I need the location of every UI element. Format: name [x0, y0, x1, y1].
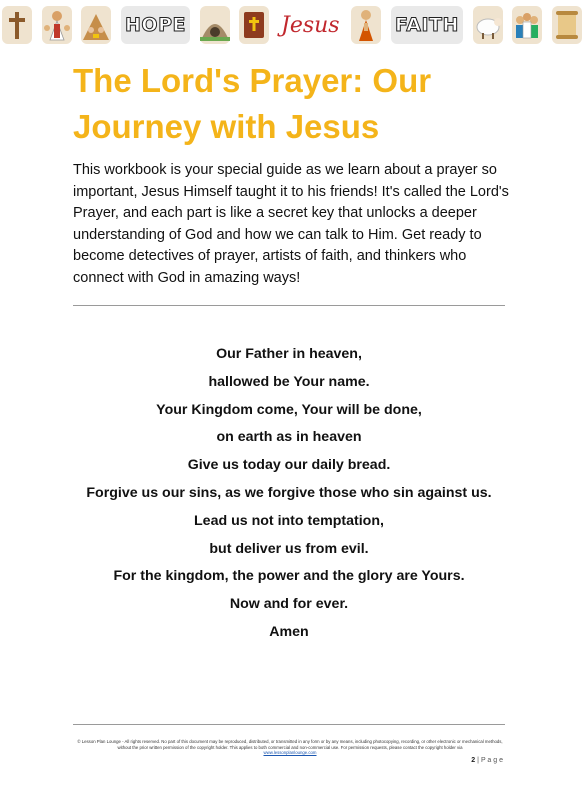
prayer-line: on earth as in heaven — [216, 429, 362, 446]
nativity-icon — [81, 6, 111, 44]
lamb-icon — [473, 6, 503, 44]
jesus-children-icon — [42, 6, 72, 44]
copyright-notice — [75, 739, 505, 756]
header-banner — [2, 4, 582, 46]
disciples-icon — [512, 6, 542, 44]
page-title: The Lord's Prayer: Our Journey with Jesus — [73, 62, 432, 145]
page-number-value: 2 — [471, 757, 476, 764]
prayer-line: Now and for ever. — [229, 596, 349, 613]
page-word: P a g e — [480, 757, 503, 764]
copyright-text: © Lesson Plan Lounge - All rights reserved. No part of this document may be reproduced, distributed, or transmitted in any form or by any means, including photocopying, recording, or other electronic or mechanical methods, without the prior written permission of the copyright holder. This applies to both commercial and non-commercial use. For permission requests, please contact the copyright holder via — [77, 739, 503, 750]
prayer-line: hallowed be Your name. — [208, 373, 370, 390]
page-number-separator: | — [477, 757, 479, 764]
prayer-line: For the kingdom, the power and the glory are Yours. — [113, 568, 465, 585]
section-divider — [73, 305, 505, 306]
scroll-icon — [552, 6, 582, 44]
page-number — [471, 757, 503, 764]
bible-icon — [239, 6, 269, 44]
praying-icon — [351, 6, 381, 44]
hope-word-art: HOPE — [121, 6, 190, 44]
prayer-line: Forgive us our sins, as we forgive those who sin against us. — [86, 484, 492, 501]
intro-paragraph: This workbook is your special guide as we learn about a prayer so important, Jesus Himself taught it to his friends! It's called the Lord's Prayer, and each part is like a secret key that unlocks a deeper understanding of God and how we can talk to Him. Get ready to become detectives of prayer, artists of faith, and thinkers who connect with God in amazing ways! — [73, 162, 509, 286]
tomb-icon — [200, 6, 230, 44]
faith-word-art: FAITH — [391, 6, 463, 44]
prayer-line: Lead us not into temptation, — [194, 512, 384, 529]
prayer-line: but deliver us from evil. — [209, 540, 369, 557]
prayer-line: Our Father in heaven, — [216, 346, 362, 362]
prayer-text — [73, 345, 505, 651]
prayer-line: Amen — [269, 623, 309, 640]
cross-icon — [2, 6, 32, 44]
footer-divider — [73, 724, 505, 725]
prayer-line: Give us today our daily bread. — [187, 457, 391, 474]
prayer-line: Your Kingdom come, Your will be done, — [156, 401, 422, 418]
jesus-word-art: Jesus — [281, 12, 340, 38]
website-link[interactable]: www.lessonplanlounge.com — [263, 750, 317, 755]
